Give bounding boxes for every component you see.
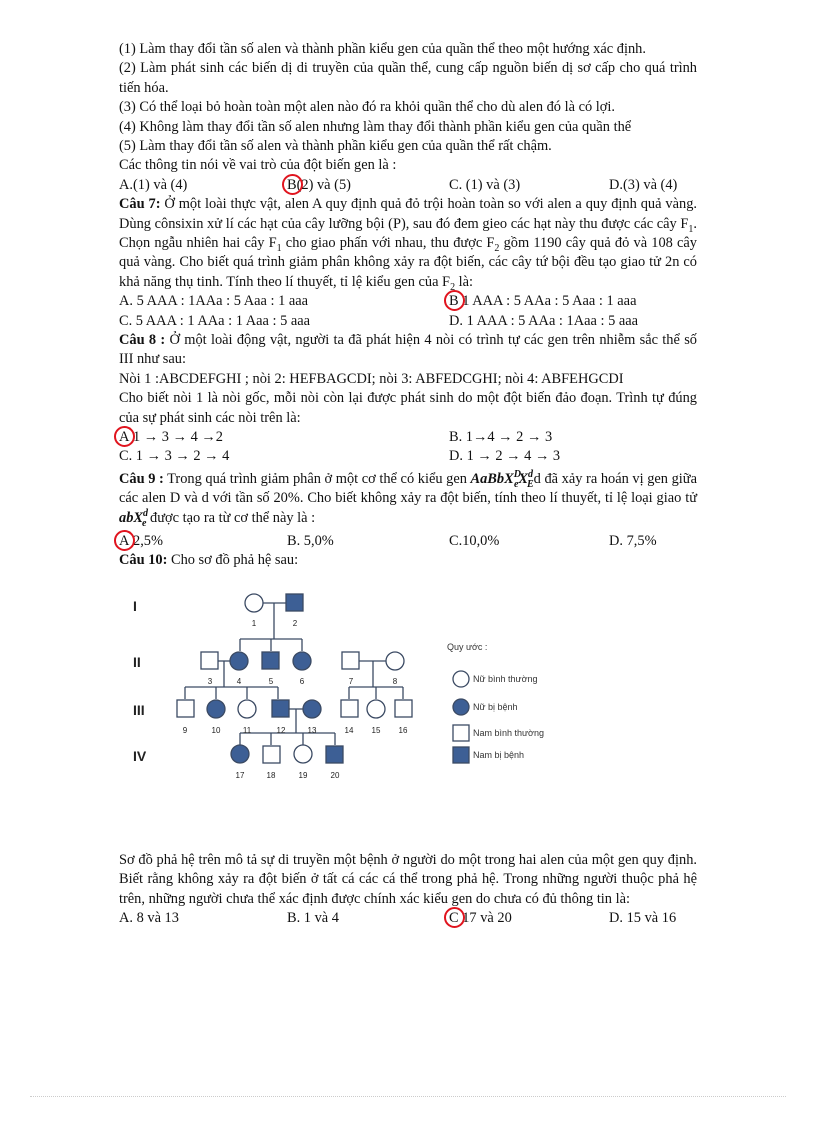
q7-options-row1 [119,292,697,311]
answer-circle: B [449,292,459,311]
q9-option-d[interactable]: D. 7,5% [609,533,657,550]
q7-text: Câu 7: Ở một loài thực vật, alen A quy định quả đỏ trội hoàn toàn so với alen a quy định quả vàng. Dùng cônsixin xử lí các hạt của cây lưỡng bội (P), sau đó đem gieo các hạt này thu được các cây $F_1$. Chọn ngẫu nhiên hai cây $F_1$ cho giao phấn với nhau, thu được $F_2$ gồm 1190 cây quả đỏ và 108 cây quả vàng. Cho biết quá trình giảm phân không xảy ra đột biến, các cây tứ bội đều tạo giao tử 2n có khả năng thụ tinh. Tính theo lí thuyết, tỉ lệ kiểu gen của $F_2$ là: [119,196,698,293]
person-number: 6 [299,676,305,686]
page-footer-divider [30,1096,786,1097]
person-number: 14 [344,725,354,735]
q8-option-d[interactable]: D. 1 → 2 → 4 → 3 [449,448,561,465]
person-number: 9 [182,725,188,735]
person-number: 7 [348,676,354,686]
person-number: 4 [236,676,242,686]
gen-label-iv: IV [133,747,147,764]
q8-text-2: Cho biết nòi 1 là nòi gốc, mỗi nòi còn lại được phát sinh do một đột biến đảo đoạn. Trình tự đúng của sự phát sinh các nòi trên là: [119,390,697,426]
legend-title: Quy ước : [447,641,488,652]
legend-normal-male: Nam bình thường [473,727,544,738]
q8-option-a[interactable]: A 1 → 3 → 4 →2 [119,428,223,447]
answer-circle: A [119,532,129,551]
q8-text: Câu 8 : Ở một loài động vật, người ta đã phát hiện 4 nòi có trình tự các gen trên nhiễm sắc thể số III như sau: [119,332,697,368]
person-number: 5 [268,676,274,686]
q6-item-2: (2) Làm phát sinh các biến dị di truyền của quần thể, cung cấp nguồn biến dị sơ cấp cho quá trình tiến hóa. [119,60,697,96]
q9-option-c[interactable]: C.10,0% [449,533,500,550]
q6-option-b[interactable]: B(2) và (5) [287,176,351,195]
person-number: 15 [371,725,381,735]
q10-option-b[interactable]: B. 1 và 4 [287,910,339,927]
person-number: 1 [251,618,257,628]
person-number: 17 [235,770,245,780]
q6-item-1: (1) Làm thay đổi tần số alen và thành phần kiểu gen của quần thể theo một hướng xác định. [119,41,646,57]
person-number: 10 [211,725,221,735]
q6-option-c[interactable]: C. (1) và (3) [449,176,521,193]
q10-options [119,909,697,928]
person-number: 12 [276,725,286,735]
q10-title: Câu 10: Cho sơ đồ phả hệ sau: [119,552,299,569]
person-number: 3 [207,676,213,686]
q6-option-a[interactable]: A.(1) và (4) [119,176,188,193]
answer-circle: B [287,176,297,195]
q9-option-a[interactable]: A 2,5% [119,532,163,551]
pedigree-figure [119,581,697,851]
gen-label-iii: III [133,701,145,718]
person-number: 13 [307,725,317,735]
person-number: 18 [266,770,276,780]
q8-sequences: Nòi 1 :ABCDEFGHI ; nòi 2: HEFBAGCDI; nòi 3: ABFEDCGHI; nòi 4: ABFEHGCDI [119,370,624,387]
q10-text: Sơ đồ phả hệ trên mô tả sự di truyền một bệnh ở người do một trong hai alen của một gen quy định. Biết rằng không xảy ra đột biến ở tất cá các cá thể trong phả hệ. Trong những người thuộc phả hệ trên, những người chưa thể xác định được chính xác kiểu gen do chưa có đủ thông tin là: [119,851,697,907]
q10-option-c[interactable]: C 17 và 20 [449,909,512,928]
q9-options [119,532,697,551]
q6-options [119,176,697,195]
q7-option-c[interactable]: C. 5 AAA : 1 AAa : 1 Aaa : 5 aaa [119,312,311,329]
answer-circle: C [449,909,459,928]
q6-item-5: (5) Làm thay đổi tần số alen và thành phần kiểu gen của quần thể rất chậm. [119,138,552,155]
q10-option-a[interactable]: A. 8 và 13 [119,910,179,927]
q8-options-row2 [119,447,697,466]
legend-normal-female: Nữ bình thường [473,673,538,684]
person-number: 2 [292,618,298,628]
person-number: 8 [392,676,398,686]
q6-item-4: (4) Không làm thay đổi tần số alen nhưng làm thay đổi thành phần kiểu gen của quần thể [119,118,632,135]
q9-option-b[interactable]: B. 5,0% [287,533,334,550]
gen-label-ii: II [133,653,141,670]
q9-text: Câu 9 : Trong quá trình giảm phân ở một cơ thể có kiểu gen $AaBbX^D_eX^d_Ed$ đã xảy ra hoán vị gen giữa các alen D và d với tần số 20%. Cho biết không xảy ra đột biến, tính theo lí thuyết, tỉ lệ loại giao tử abX$^d_e$ được tạo ra từ cơ thể này là : [119,469,697,529]
legend-affected-female: Nữ bị bệnh [473,701,518,712]
person-number: 16 [398,725,408,735]
person-number: 20 [330,770,340,780]
q7-option-d[interactable]: D. 1 AAA : 5 AAa : 1Aaa : 5 aaa [449,312,639,329]
q7-option-a[interactable]: A. 5 AAA : 1AAa : 5 Aaa : 1 aaa [119,293,309,310]
gen-label-i: I [133,597,137,614]
q6-option-d[interactable]: D.(3) và (4) [609,176,678,193]
answer-circle: A [119,428,129,447]
q7-options-row2 [119,312,697,331]
q7-option-b[interactable]: B 1 AAA : 5 AAa : 5 Aaa : 1 aaa [449,292,636,311]
q6-prompt: Các thông tin nói về vai trò của đột biến gen là : [119,157,397,174]
q8-option-b[interactable]: B. 1→4 → 2 → 3 [449,429,553,446]
q10-option-d[interactable]: D. 15 và 16 [609,910,677,927]
person-number: 11 [242,725,252,735]
q8-options-row1 [119,428,697,447]
pedigree-chart [119,581,579,851]
legend-affected-male: Nam bị bệnh [473,749,525,760]
document-page [119,40,697,928]
q6-item-3: (3) Có thể loại bỏ hoàn toàn một alen nào đó ra khỏi quần thể cho dù alen đó là có lợi. [119,99,615,116]
q8-option-c[interactable]: C. 1 → 3 → 2 → 4 [119,448,230,465]
person-number: 19 [298,770,308,780]
